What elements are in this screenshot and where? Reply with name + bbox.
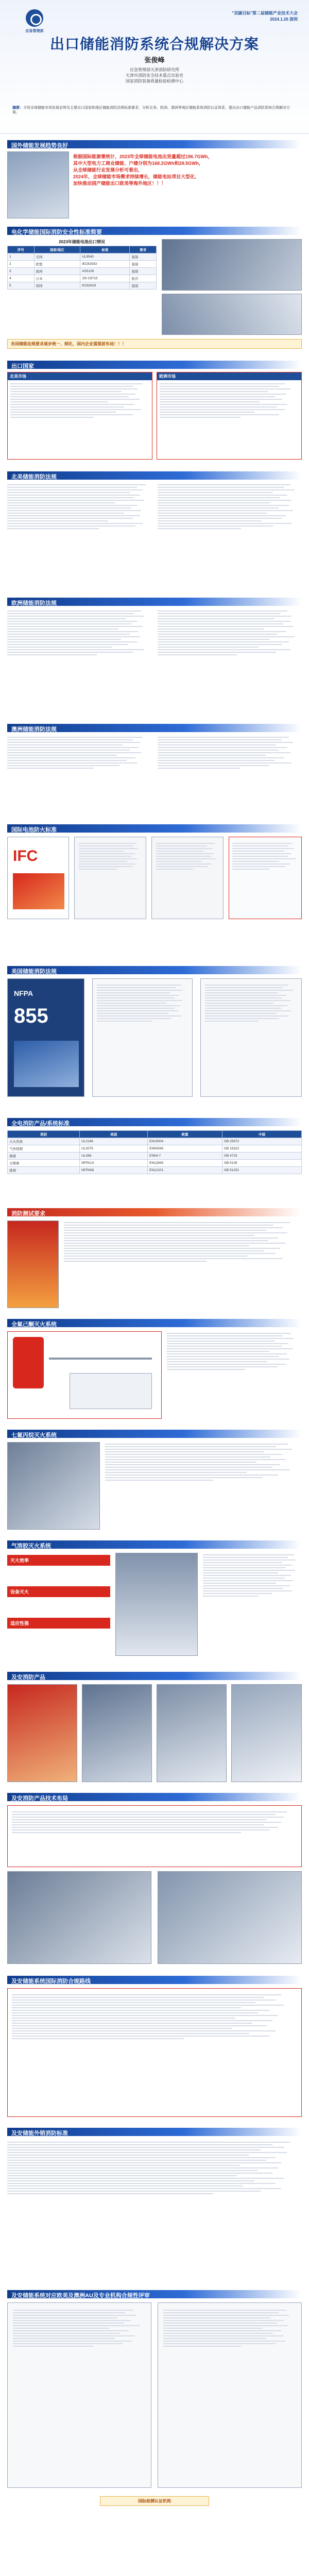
box-title: 欧洲市场 [157, 372, 301, 380]
section-title: 澳洲储能消防法规 [11, 726, 57, 733]
table-cell: UL268 [80, 1153, 148, 1160]
section-intl-standards [7, 227, 302, 355]
aerosol-device-photo [115, 1553, 198, 1656]
section-bar [7, 1540, 302, 1549]
section-bar [7, 966, 302, 974]
affiliation [67, 67, 242, 84]
section-title: 及安储能系统国际消防合规路线 [11, 1978, 91, 1985]
north-america-box [7, 372, 152, 460]
section-compliance-route [7, 1976, 302, 2120]
section-title: 及安消防产品 [11, 1674, 45, 1681]
regs-text-left [7, 735, 151, 812]
regs-text-right [158, 735, 302, 812]
fire-test-photo [7, 1221, 59, 1308]
section-bar [7, 1793, 302, 1801]
text-line: 2024年，全球储能市场需求持续增长，储能电站项目大型化、 [73, 174, 200, 179]
header-logo [11, 9, 58, 33]
section-europe-regs [7, 598, 302, 716]
storage-container-photo [7, 151, 69, 218]
battery-rack-photo [162, 294, 302, 335]
table-cell: 5 [8, 282, 35, 290]
certificate-page-1 [7, 2302, 151, 2488]
section-bar [7, 824, 302, 833]
table-cell: KC62619 [80, 282, 130, 290]
table-row [8, 282, 157, 290]
section-title: 七氟丙烷灭火系统 [11, 1432, 57, 1438]
table-cell: 1 [8, 253, 35, 261]
point-label: 适应性强 [7, 1618, 110, 1629]
table-cell: 气体探测 [8, 1145, 80, 1153]
section-aerosol-system [7, 1540, 302, 1664]
ifc-cover [7, 837, 69, 919]
table-cell: EN12845 [148, 1160, 222, 1167]
table-row [8, 268, 157, 275]
doc-lines [79, 841, 143, 916]
conference-name: "双碳目标"第二届储能产业技术大会 [232, 11, 298, 15]
cover-art [13, 873, 64, 909]
energy-station-photo [162, 239, 302, 291]
point-label: 灭火效率 [7, 1555, 110, 1566]
table-cell: 欧盟 [34, 261, 80, 268]
table-cell: 水喷淋 [8, 1160, 80, 1167]
table-cell: 灭火系统 [8, 1138, 80, 1145]
table-cell: EN15004 [148, 1138, 222, 1145]
table-cell: UL2075 [80, 1145, 148, 1153]
section-title: 及安储能外销消防标准 [11, 2130, 68, 2137]
section-title: 出口国家 [11, 363, 34, 369]
section-us-regs [7, 966, 302, 1110]
section-title: 欧洲储能消防法规 [11, 600, 57, 606]
table-cell: 美国 [34, 253, 80, 261]
section-title: 及安储能系统对应欧美及澳洲AU及专业机构合规性评审 [11, 2293, 150, 2299]
table-cell: GB 51251 [222, 1167, 301, 1174]
section-bar [7, 1118, 302, 1126]
aerosol-points [7, 1555, 110, 1629]
document-page [200, 978, 302, 1097]
table-cell: 强制 [130, 282, 157, 290]
product-photo-1 [7, 1684, 77, 1782]
table-cell: 日本 [34, 275, 80, 282]
route-lines [12, 1993, 298, 2113]
regs-text-left [7, 483, 151, 586]
section-title: 美国储能消防法规 [11, 969, 57, 975]
doc-lines [232, 841, 299, 916]
document-page [151, 837, 224, 919]
product-photo-3 [157, 1684, 227, 1782]
table-row [8, 1145, 302, 1153]
section-bar [7, 227, 302, 235]
poster-author: 张俊峰 [144, 56, 165, 64]
table-cell: EN54-7 [148, 1153, 222, 1160]
product-standard-table [7, 1130, 302, 1174]
aerosol-text [203, 1553, 302, 1656]
table-cell: 韩国 [34, 282, 80, 290]
product-photo-4 [231, 1684, 302, 1782]
cylinder-icon [13, 1337, 44, 1388]
market-text [73, 154, 300, 215]
section-bar [7, 2128, 302, 2136]
regs-text-right [158, 609, 302, 712]
conference-info [184, 10, 298, 23]
section-bar [7, 1672, 302, 1680]
section-title: 全电消防产品/系统标准 [11, 1121, 70, 1127]
table-cell: GB 4715 [222, 1153, 301, 1160]
testing-text [64, 1221, 302, 1308]
section-title: 消防测试要求 [11, 1211, 45, 1217]
section-title: 及安消防产品技术布局 [11, 1795, 68, 1802]
system-diagram [7, 1331, 162, 1419]
table-header: 国家/地区 [34, 246, 80, 253]
table-cell: AS5139 [80, 268, 130, 275]
certification-stamp: 国际检测认证机构 [100, 2496, 209, 2506]
standards-banner: 各国储能法规要求逐步统一、细化，国内企业需提前布局！！！ [7, 339, 302, 349]
ifc-label: IFC [13, 848, 38, 865]
affiliation-line: 天津市消防安全技术重点实验室 [126, 73, 183, 78]
nfpa-number: 855 [14, 1005, 48, 1027]
table-row [8, 253, 157, 261]
section-market-trend [7, 140, 302, 223]
affiliation-line: 应急管理部天津消防研究所 [130, 67, 179, 72]
doc-lines [156, 841, 220, 916]
section-products [7, 1672, 302, 1785]
table-row [8, 261, 157, 268]
poster-title: 出口储能消防系统合规解决方案 [49, 36, 259, 52]
table-cell: 2 [8, 261, 35, 268]
table-cell: 强制 [130, 261, 157, 268]
text-line: 从全球储能行业发展分析可看出， [73, 167, 143, 173]
section-bar [7, 1976, 302, 1984]
conference-date: 2024.1.26 深圳 [270, 17, 298, 22]
table-cell: 烟感 [8, 1153, 80, 1160]
section-fk5112-system [7, 1319, 302, 1422]
section-bar [7, 471, 302, 480]
section-title: 国际电池防火标准 [11, 827, 57, 833]
battery-cabinet [70, 1373, 152, 1409]
cover-art [14, 1041, 79, 1087]
pipe-line [49, 1358, 152, 1360]
poster-header [0, 0, 309, 134]
box-text-lines [160, 382, 299, 457]
emblem-icon [26, 9, 43, 27]
logo-text: 应急管理部 [25, 29, 44, 33]
table-header: 要求 [130, 246, 157, 253]
section-north-america-regs [7, 471, 302, 590]
section-bar [7, 140, 302, 148]
section-hfc227-system [7, 1430, 302, 1533]
section-bar [7, 1319, 302, 1327]
table-cell: GB 25972 [222, 1138, 301, 1145]
export-table [7, 239, 157, 290]
table-header: 中国 [222, 1131, 301, 1138]
section-bar [7, 598, 302, 606]
table-row [8, 1167, 302, 1174]
table-cell: GB 15322 [222, 1145, 301, 1153]
section-title: 气溶胶灭火系统 [11, 1543, 51, 1549]
table-row [8, 1160, 302, 1167]
table-cell: 4 [8, 275, 35, 282]
box-title: 北美市场 [8, 372, 152, 380]
document-page [92, 978, 193, 1097]
section-title: 国外储能发展趋势良好 [11, 143, 68, 149]
table-cell: UL9540 [80, 253, 130, 261]
table-header: 欧盟 [148, 1131, 222, 1138]
table-cell: 澳洲 [34, 268, 80, 275]
certificate-page-2 [158, 2302, 302, 2488]
abstract-text: 介绍全球储能市场发展态势及主要出口国家和地区储能消防法规标准要求，分析北美、欧洲、澳洲等地区储能系统消防认证体系，提出出口储能产品消防系统合规解决方案。 [12, 106, 290, 114]
table-row [8, 275, 157, 282]
table-row [8, 1138, 302, 1145]
text-line: 其中大型电力工商业储能、户储分别为168.2GWh和28.5GWh， [73, 161, 204, 166]
section-bar [7, 2290, 302, 2298]
section-export-countries [7, 361, 302, 464]
cert-lines [13, 2308, 147, 2483]
table-header: 序号 [8, 246, 35, 253]
table-header: 美国 [80, 1131, 148, 1138]
section-australia-regs [7, 724, 302, 817]
table-cell: 强制 [130, 268, 157, 275]
table-cell: 排烟 [8, 1167, 80, 1174]
route-diagram [7, 1988, 302, 2117]
system-text [105, 1442, 302, 1530]
table-cell: GB 5135 [222, 1160, 301, 1167]
section-fire-testing [7, 1208, 302, 1311]
table-title: 2023年储能电池出口情况 [59, 240, 105, 244]
section-bar [7, 724, 302, 732]
table-cell: UL2166 [80, 1138, 148, 1145]
section-bar [7, 1430, 302, 1438]
abstract-label: 摘要： [12, 106, 23, 110]
table-cell: 推荐 [130, 275, 157, 282]
table-cell: NFPA68 [80, 1167, 148, 1174]
table-cell: EN50545 [148, 1145, 222, 1153]
section-product-standards [7, 1118, 302, 1200]
section-export-standards [7, 2128, 302, 2282]
text-line: 加快推动国产储能出口欧美等海外地区！！！ [73, 181, 166, 186]
standards-table [7, 246, 157, 290]
table-cell: JIS C8715 [80, 275, 130, 282]
point-label: 设备灭火 [7, 1586, 110, 1597]
section-title: 电化学储能国际消防安全性标准简要 [11, 229, 102, 235]
table-cell: EN12101 [148, 1167, 222, 1174]
section-certification-review [7, 2290, 302, 2576]
table-cell: 3 [8, 268, 35, 275]
cert-lines [163, 2308, 297, 2483]
affiliation-line: 国家消防装备质量检验检测中心 [126, 79, 183, 83]
section-bar [7, 361, 302, 369]
section-tech-layout [7, 1793, 302, 1968]
table-cell: 强制 [130, 253, 157, 261]
table-cell: IEC62933 [80, 261, 130, 268]
tech-matrix [7, 1805, 302, 1867]
text-line: 根据国际能源署统计，2023年全球储能电池出货量超过196.7GWh， [73, 154, 213, 159]
regs-text-left [7, 609, 151, 712]
table-header: 标准 [80, 246, 130, 253]
regs-text-right [158, 483, 302, 586]
doc-lines [97, 983, 188, 1093]
highlighted-clause [229, 837, 302, 919]
table-cell: NFPA13 [80, 1160, 148, 1167]
document-page [74, 837, 146, 919]
matrix-lines [12, 1810, 298, 1863]
section-bar [7, 1208, 302, 1216]
section-battery-fire-standard [7, 824, 302, 958]
system-photo [7, 1442, 100, 1530]
table-row [8, 1153, 302, 1160]
export-standard-lines [7, 2140, 302, 2279]
section-title: 全氟己酮灭火系统 [11, 1321, 57, 1328]
box-text-lines [10, 382, 149, 457]
abstract [12, 106, 297, 115]
tech-photo-1 [7, 1871, 151, 1964]
nfpa-label: NFPA [14, 989, 33, 997]
table-header: 类别 [8, 1131, 80, 1138]
product-photo-2 [82, 1684, 152, 1782]
section-title: 北美储能消防法规 [11, 474, 57, 480]
doc-lines [205, 983, 298, 1093]
europe-box [157, 372, 302, 460]
system-text [167, 1331, 302, 1419]
tech-photo-2 [158, 1871, 302, 1964]
product-standard-table-wrap [7, 1130, 302, 1174]
nfpa-cover [7, 978, 84, 1097]
